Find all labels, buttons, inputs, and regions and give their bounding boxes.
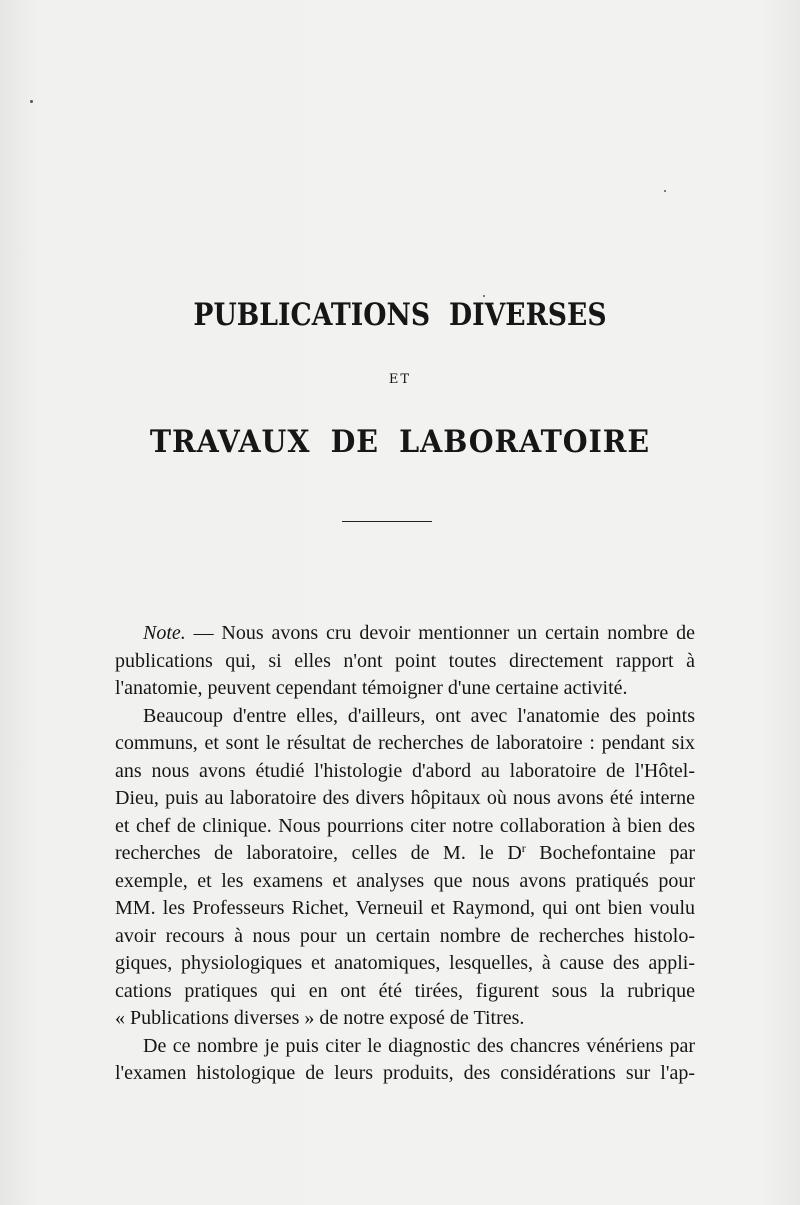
- text-line: ans nous avons étudié l'histologie d'abord au laboratoire de l'Hôtel-: [115, 759, 695, 782]
- ink-speck: [30, 100, 33, 103]
- body-text: [115, 620, 695, 1088]
- text-fragment: recherches de laboratoire, celles de M. le D: [115, 842, 522, 864]
- text-line: « Publications diverses » de notre exposé de Titres.: [115, 1007, 525, 1029]
- text-line: avoir recours à nous pour un certain nombre de recherches histolo-: [115, 924, 695, 947]
- text-line: l'examen histologique de leurs produits, des considérations sur l'ap-: [115, 1062, 695, 1084]
- heading-word: PUBLICATIONS: [193, 297, 431, 333]
- note-label: Note.: [143, 622, 186, 644]
- text-fragment: — Nous avons cru devoir mentionner un certain nombre de: [185, 622, 695, 644]
- heading-line-1: [56, 297, 744, 333]
- heading-line-2: [32, 424, 768, 460]
- heading-word: LABORATOIRE: [399, 424, 651, 460]
- text-line: [115, 840, 695, 868]
- text-line: l'anatomie, peuvent cependant témoigner d'une certaine activité.: [115, 677, 628, 699]
- heading-connector: ET: [388, 372, 412, 387]
- text-line: et chef de clinique. Nous pourrions citer notre collaboration à bien des: [115, 814, 695, 837]
- text-line: communs, et sont le résultat de recherches de laboratoire : pendant six: [115, 732, 695, 754]
- text-line: Beaucoup d'entre elles, d'ailleurs, ont avec l'anatomie des points: [143, 704, 695, 727]
- section-divider: [342, 521, 432, 522]
- heading-word: DIVERSES: [448, 297, 607, 333]
- text-line: Dieu, puis au laboratoire des divers hôpitaux où nous avons été interne: [115, 787, 695, 809]
- text-line: giques, physiologiques et anatomiques, lesquelles, à cause des appli-: [115, 952, 695, 974]
- text-line: De ce nombre je puis citer le diagnostic des chancres vénériens par: [143, 1034, 695, 1057]
- text-line: publications qui, si elles n'ont point toutes directement rapport à: [115, 649, 695, 672]
- heading-word: TRAVAUX: [149, 424, 311, 460]
- ink-speck: [664, 190, 666, 192]
- superscript: r: [521, 841, 526, 855]
- text-fragment: Bochefontaine par: [525, 842, 695, 864]
- text-line: cations pratiques qui en ont été tirées, figurent sous la rubrique: [115, 979, 695, 1002]
- heading-word: DE: [330, 424, 379, 460]
- text-line: MM. les Professeurs Richet, Verneuil et Raymond, qui ont bien voulu: [115, 897, 695, 919]
- text-line: [115, 620, 695, 648]
- text-line: exemple, et les examens et analyses que nous avons pratiqués pour: [115, 869, 695, 892]
